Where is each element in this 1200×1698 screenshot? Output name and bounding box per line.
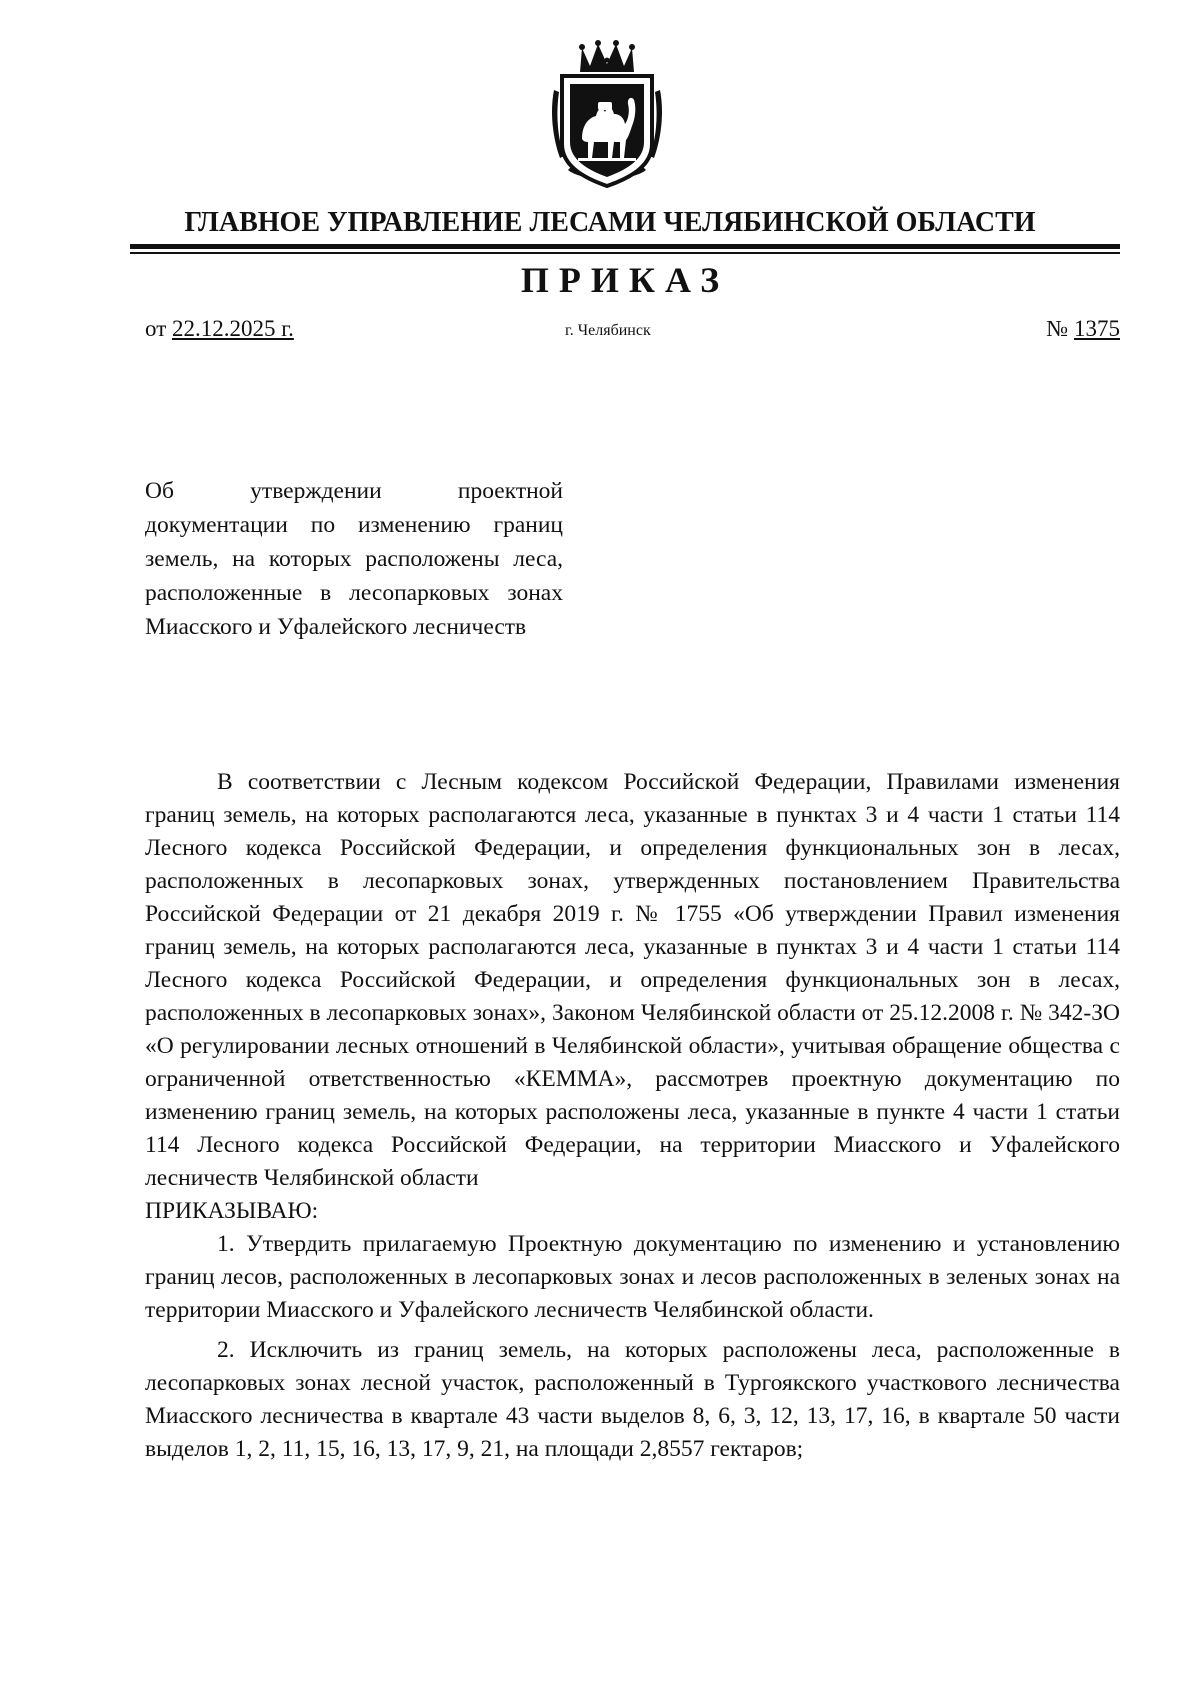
header-rule-thin <box>130 252 1120 254</box>
coat-of-arms-icon <box>548 40 666 190</box>
document-date <box>145 312 294 346</box>
number-prefix: № <box>1046 316 1074 341</box>
order-item-1: 1. Утвердить прилагаемую Проектную документацию по изменению и установлению границ лесов, расположенных в лесопарковых зонах и лесов расположенных в зеленых зонах на территории Миасского и Уфалейского лесничеств Челябинской области. <box>145 1231 1120 1323</box>
document-body <box>145 766 1120 1466</box>
date-value: 22.12.2025 г. <box>172 316 294 341</box>
order-item-2: 2. Исключить из границ земель, на которых расположены леса, расположенные в лесопарковых зонах лесной участок, расположенный в Тургоякского участкового лесничества Миасского лесничества в квартале 43 части выделов 8, 6, 3, 12, 13, 17, 16, в квартале 50 части выделов 1, 2, 11, 15, 16, 13, 17, 9, 21, на площади 2,8557 гектаров; <box>145 1337 1120 1462</box>
document-number <box>1046 312 1120 346</box>
preamble-paragraph: В соответствии с Лесным кодексом Российской Федерации, Правилами изменения границ земель, на которых располагаются леса, указанные в пунктах 3 и 4 части 1 статьи 114 Лесного кодекса Российской Федерации, и определения функциональных зон в лесах, расположенных в лесопарковых зонах, утвержденных постановлением Правительства Российской Федерации от 21 декабря 2019 г. № 1755 «Об утверждении Правил изменения границ земель, на которых располагаются леса, указанные в пунктах 3 и 4 части 1 статьи 114 Лесного кодекса Российской Федерации, и определения функциональных зон в лесах, расположенных в лесопарковых зонах», Законом Челябинской области от 25.12.2008 г. № 342-ЗО «О регулировании лесных отношений в Челябинской области», учитывая обращение общества с ограниченной ответственностью «КЕММА», рассмотрев проектную документацию по изменению границ земель, на которых расположены леса, указанные в пункте 4 части 1 статьи 114 Лесного кодекса Российской Федерации, на территории Миасского и Уфалейского лесничеств Челябинской области <box>145 769 1120 1191</box>
date-prefix: от <box>145 316 172 341</box>
number-value: 1375 <box>1074 316 1120 341</box>
organization-name: ГЛАВНОЕ УПРАВЛЕНИЕ ЛЕСАМИ ЧЕЛЯБИНСКОЙ ОБЛАСТИ <box>184 207 1036 238</box>
document-meta <box>145 312 1120 346</box>
order-word: ПРИКАЗЫВАЮ: <box>145 1198 319 1224</box>
header-rule-thick <box>130 244 1120 249</box>
document-city: г. Челябинск <box>565 322 651 339</box>
document-subject: Об утверждении проектной документации по изменению границ земель, на которых расположены леса, расположенные в лесопарковых зонах Миасского и Уфалейского лесничеств <box>145 478 563 640</box>
document-type: ПРИКАЗ <box>520 260 730 300</box>
